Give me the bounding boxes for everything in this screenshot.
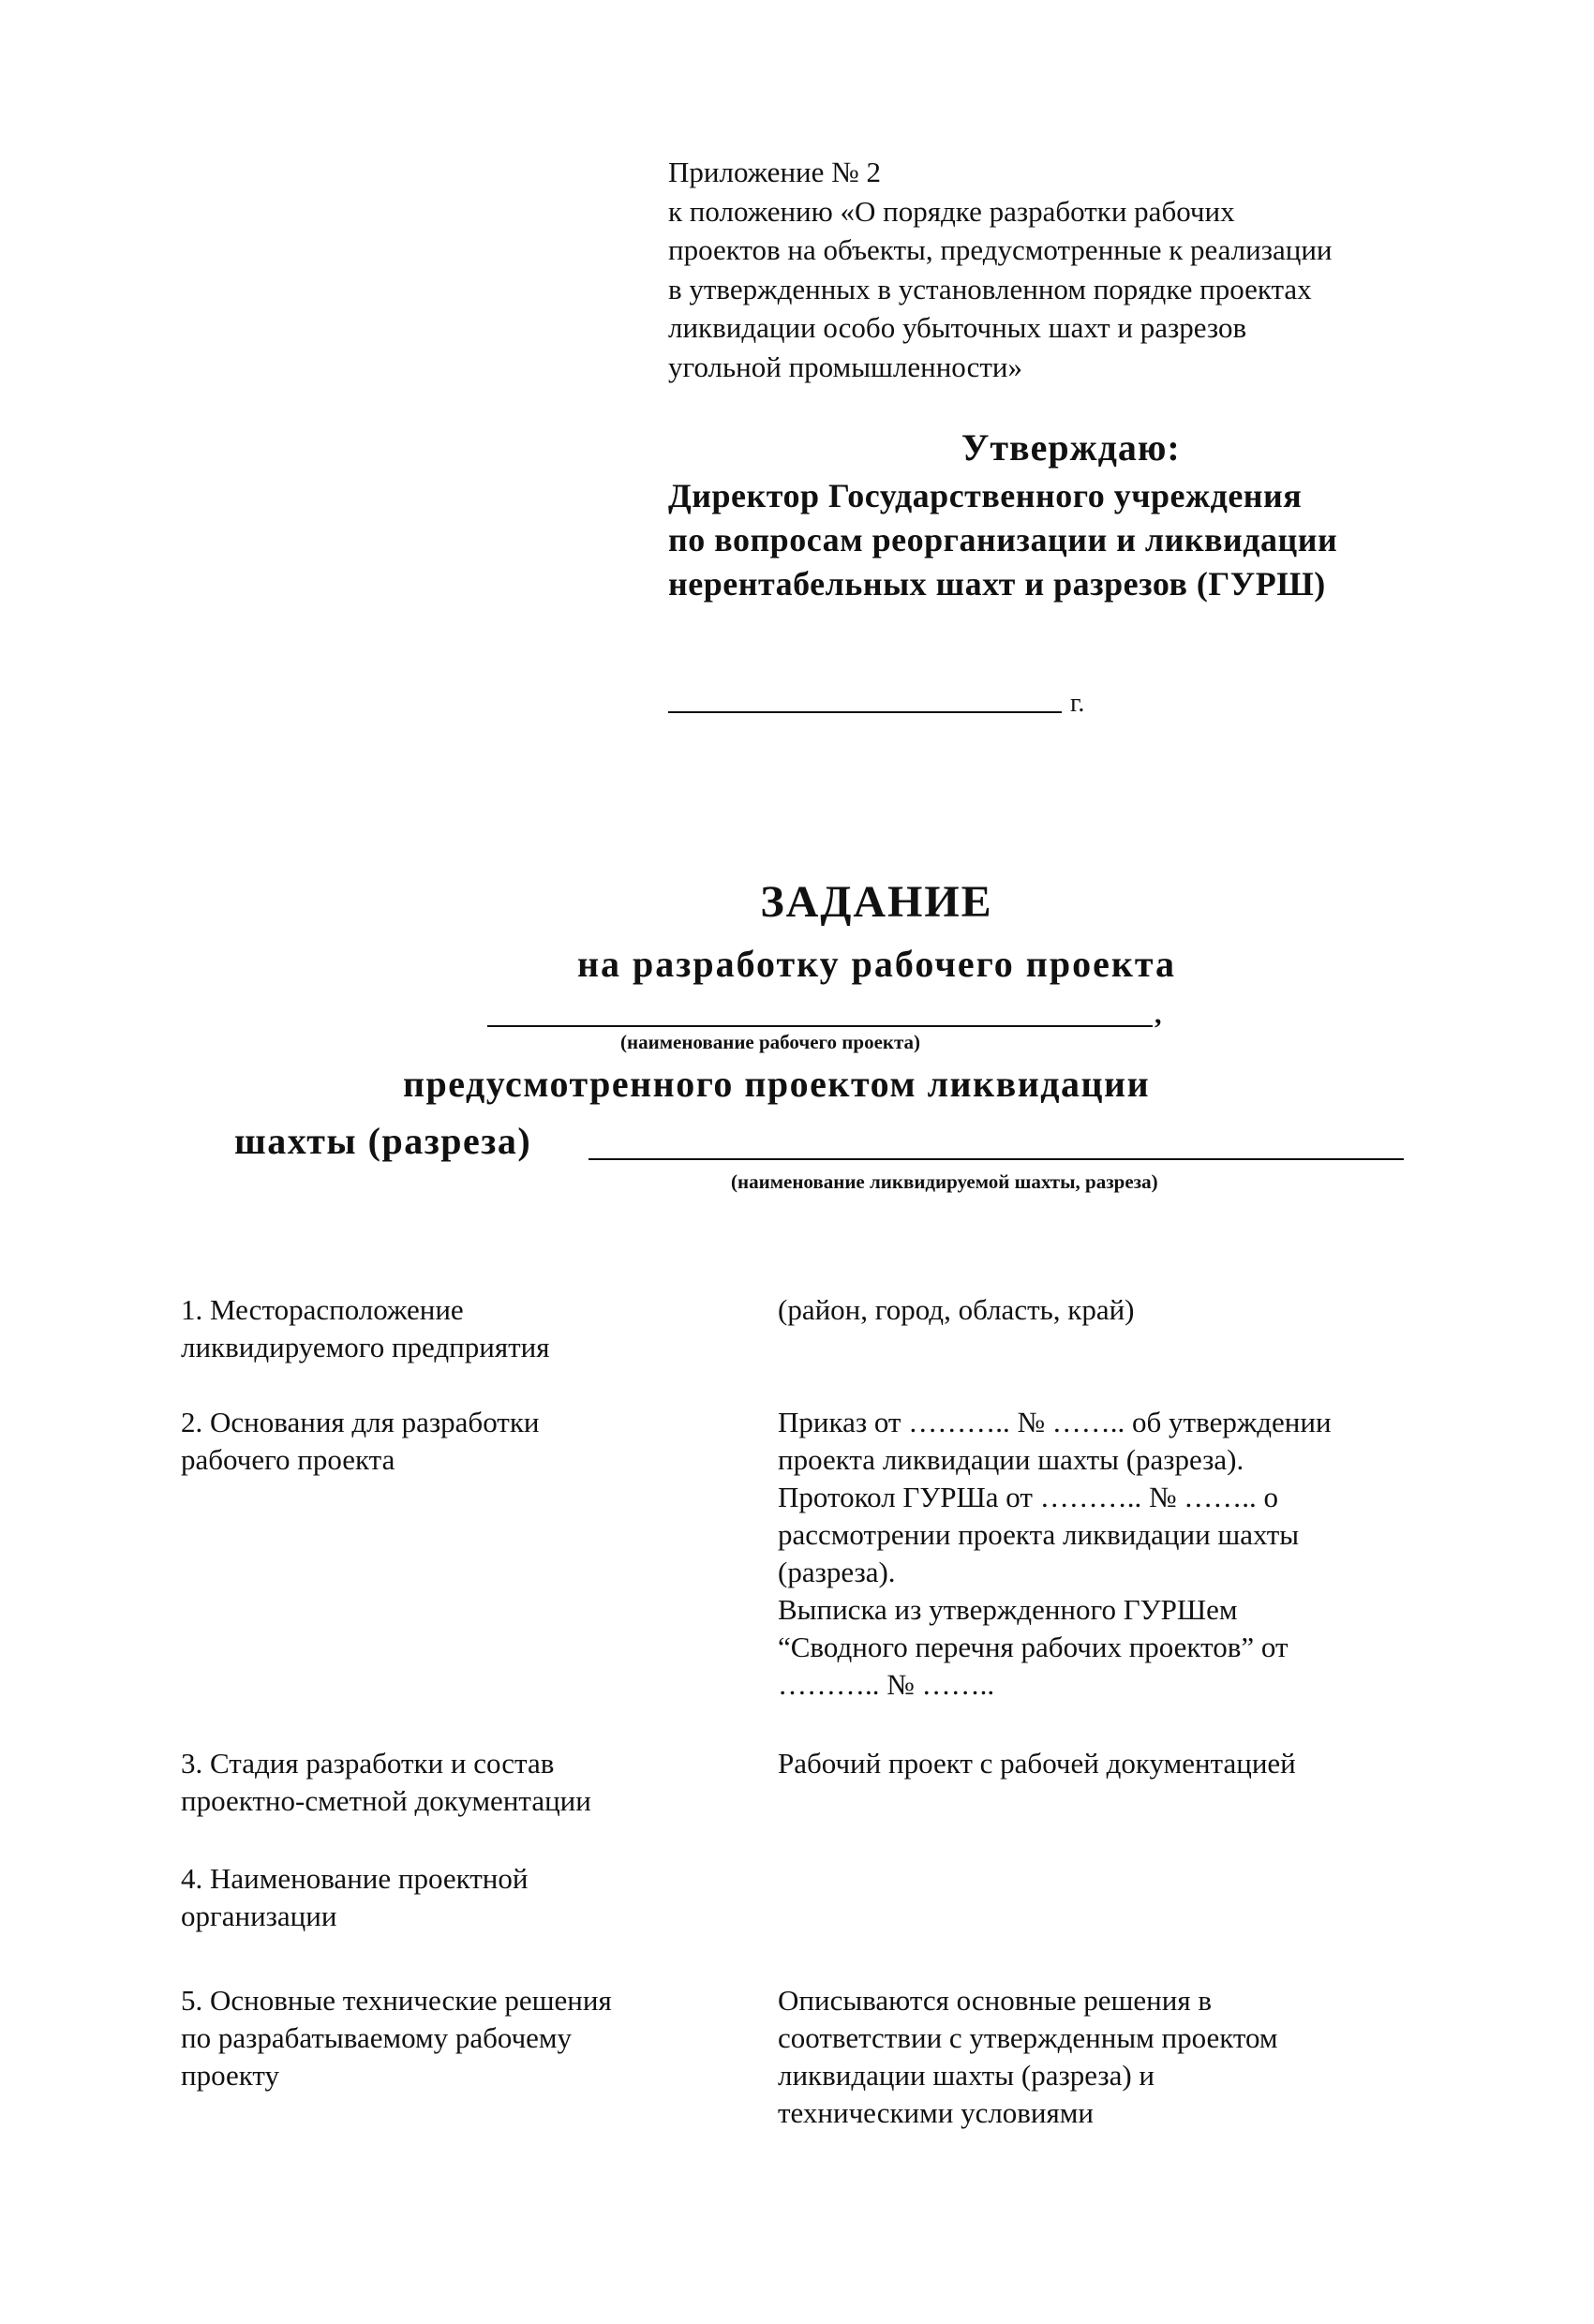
project-name-comma: , bbox=[1155, 999, 1162, 1030]
appendix-line: ликвидации особо убыточных шахт и разрезов bbox=[668, 311, 1247, 344]
approval-title: Утверждаю: bbox=[961, 426, 1181, 469]
mine-name-blank-line bbox=[588, 1134, 1404, 1160]
item-text: (район, город, область, край) bbox=[778, 1293, 1135, 1326]
item-text: ликвидации шахты (разреза) и bbox=[778, 2059, 1155, 2092]
appendix-line: к положению «О порядке разработки рабочих bbox=[668, 194, 1235, 228]
item-2-value bbox=[778, 1404, 1452, 1704]
item-text: 1. Месторасположение bbox=[181, 1293, 464, 1326]
approval-line: по вопросам реорганизации и ликвидации bbox=[668, 521, 1338, 559]
item-text: Выписка из утвержденного ГУРШем bbox=[778, 1593, 1238, 1626]
project-name-blank-line bbox=[487, 1001, 1153, 1027]
item-1-label bbox=[181, 1291, 724, 1366]
item-3-value bbox=[778, 1745, 1452, 1782]
mine-label: шахты (разреза) bbox=[234, 1120, 532, 1162]
date-year-suffix: г. bbox=[1070, 689, 1085, 718]
item-text: Приказ от ……….. № …….. об утверждении bbox=[778, 1406, 1332, 1438]
item-text: “Сводного перечня рабочих проектов” от bbox=[778, 1631, 1289, 1663]
item-text: 5. Основные технические решения bbox=[181, 1984, 612, 2017]
appendix-block bbox=[668, 153, 1512, 386]
item-text: проекта ликвидации шахты (разреза). bbox=[778, 1443, 1244, 1476]
item-1-value bbox=[778, 1291, 1452, 1329]
item-text: Описываются основные решения в bbox=[778, 1984, 1212, 2017]
item-text: 3. Стадия разработки и состав bbox=[181, 1747, 555, 1780]
provided-by-line: предусмотренного проектом ликвидации bbox=[403, 1063, 1151, 1105]
item-4-label bbox=[181, 1860, 724, 1935]
item-text: проекту bbox=[181, 2059, 280, 2092]
item-text: 4. Наименование проектной bbox=[181, 1862, 529, 1895]
item-5-label bbox=[181, 1982, 724, 2094]
appendix-line: Приложение № 2 bbox=[668, 156, 881, 188]
approval-line: нерентабельных шахт и разрезов (ГУРШ) bbox=[668, 565, 1326, 603]
date-blank-line bbox=[668, 687, 1062, 713]
appendix-line: угольной промышленности» bbox=[668, 350, 1022, 383]
item-text: проектно-сметной документации bbox=[181, 1784, 591, 1817]
item-text: рабочего проекта bbox=[181, 1443, 395, 1476]
project-name-caption: (наименование рабочего проекта) bbox=[620, 1031, 921, 1053]
item-text: (разреза). bbox=[778, 1556, 896, 1588]
document-title: ЗАДАНИЕ bbox=[760, 877, 993, 927]
item-text: ……….. № …….. bbox=[778, 1668, 995, 1701]
item-text: техническими условиями bbox=[778, 2096, 1094, 2129]
item-text: 2. Основания для разработки bbox=[181, 1406, 540, 1438]
item-text: рассмотрении проекта ликвидации шахты bbox=[778, 1518, 1300, 1551]
appendix-line: в утвержденных в установленном порядке проектах bbox=[668, 272, 1312, 305]
approval-block bbox=[668, 422, 1512, 606]
item-text: соответствии с утвержденным проектом bbox=[778, 2021, 1278, 2054]
appendix-line: проектов на объекты, предусмотренные к реализации bbox=[668, 233, 1333, 266]
item-text: Протокол ГУРШа от ……….. № …….. о bbox=[778, 1481, 1279, 1513]
item-2-label bbox=[181, 1404, 724, 1479]
item-5-value bbox=[778, 1982, 1452, 2132]
document-subtitle: на разработку рабочего проекта bbox=[576, 943, 1177, 985]
mine-name-caption: (наименование ликвидируемой шахты, разреза) bbox=[731, 1170, 1158, 1193]
item-text: ликвидируемого предприятия bbox=[181, 1331, 550, 1363]
item-text: Рабочий проект с рабочей документацией bbox=[778, 1747, 1296, 1780]
item-3-label bbox=[181, 1745, 724, 1820]
approval-line: Директор Государственного учреждения bbox=[668, 477, 1303, 514]
item-text: по разрабатываемому рабочему bbox=[181, 2021, 573, 2054]
item-text: организации bbox=[181, 1899, 337, 1932]
